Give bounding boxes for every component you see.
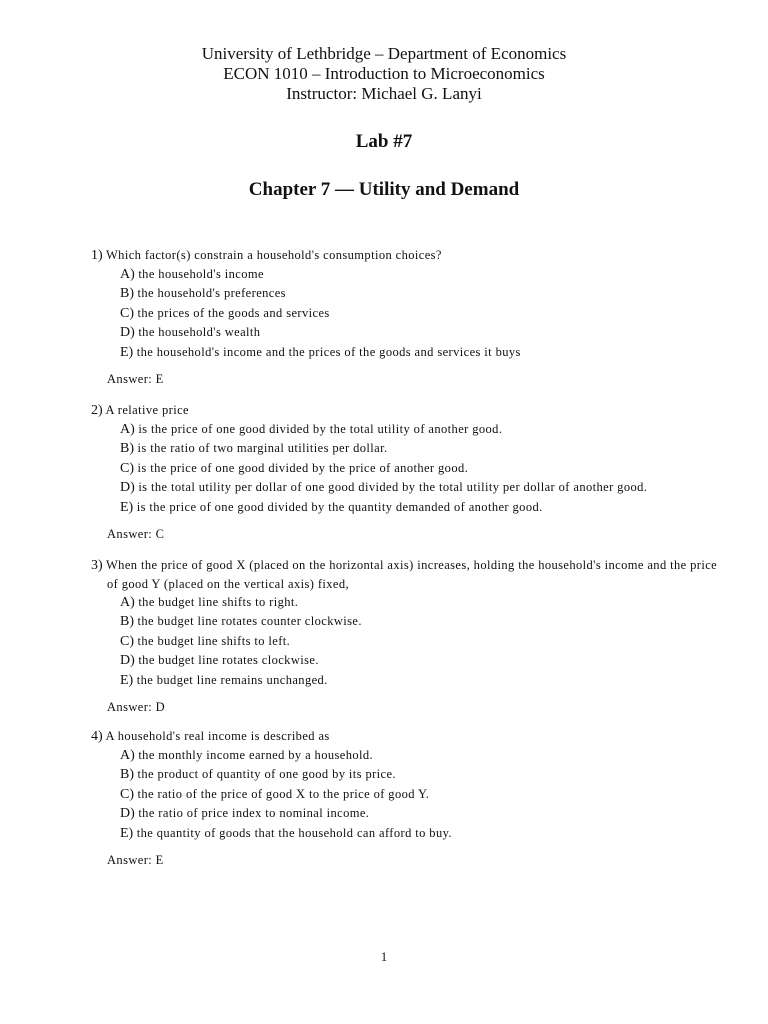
option-text: is the price of one good divided by the quantity demanded of another good. [136,499,543,514]
option-c [120,459,731,478]
question-text: A household's real income is described as [105,729,330,743]
chapter-title: Chapter 7 — Utility and Demand [248,179,520,200]
option-text: the household's preferences [137,286,286,301]
option-text: the prices of the goods and services [137,305,330,320]
option-d [120,478,731,497]
option-text: the quantity of goods that the household can afford to buy. [136,825,452,840]
option-b [120,765,731,784]
option-a [120,593,731,612]
option-letter: A) [120,422,135,437]
instructor-line: Instructor: Michael G. Lanyi [286,84,482,103]
option-letter: D) [120,653,135,669]
university-line: University of Lethbridge – Department of Economics [201,44,567,63]
question-stem [91,556,731,593]
lab-title: Lab #7 [355,131,413,152]
option-letter: B) [120,614,134,630]
answer-line: Answer: E [107,372,164,387]
option-text: is the price of one good divided by the price of another good. [137,460,469,475]
option-letter: C) [120,460,134,476]
question-1 [91,246,731,388]
option-text: the ratio of price index to nominal income. [138,806,370,821]
question-stem [91,401,731,420]
option-letter: E) [120,825,134,841]
option-text: the household's wealth [138,325,261,340]
option-b [120,612,731,631]
option-letter: D) [120,480,135,496]
option-text: is the price of one good divided by the total utility of another good. [138,422,503,436]
question-number: 2) [91,403,103,418]
option-letter: A) [120,595,135,610]
page-number: 1 [380,950,388,964]
option-c [120,304,731,323]
option-text: the household's income [138,267,264,281]
option-d [120,323,731,342]
option-c [120,785,731,804]
option-e [120,824,731,843]
option-a [120,265,731,284]
option-text: is the total utility per dollar of one good divided by the total utility per dollar of another good. [138,480,648,495]
option-letter: B) [120,441,134,457]
option-text: the budget line shifts to right. [138,595,299,609]
question-2 [91,401,731,543]
option-text: the ratio of the price of good X to the price of good Y. [137,786,430,801]
option-e [120,671,731,690]
question-text: Which factor(s) constrain a household's consumption choices? [105,248,442,262]
option-letter: E) [120,344,134,360]
question-number: 4) [91,729,103,744]
question-text: When the price of good X (placed on the horizontal axis) increases, holding the household's income and the price of good Y (placed on the vertical axis) fixed, [105,558,718,591]
option-d [120,804,731,823]
course-header [0,44,768,104]
option-b [120,439,731,458]
question-4 [91,727,731,869]
question-stem [91,246,731,265]
question-stem [91,727,731,746]
option-letter: A) [120,748,135,763]
option-text: the household's income and the prices of the goods and services it buys [136,344,521,359]
option-letter: D) [120,806,135,822]
option-text: the monthly income earned by a household. [138,748,374,762]
question-text: A relative price [105,403,189,417]
option-a [120,746,731,765]
course-line: ECON 1010 – Introduction to Microeconomics [223,64,545,83]
option-letter: D) [120,325,135,341]
option-e [120,343,731,362]
option-letter: C) [120,305,134,321]
answer-line: Answer: C [107,527,165,542]
option-letter: E) [120,672,134,688]
option-text: the budget line remains unchanged. [136,672,328,687]
option-letter: B) [120,767,134,783]
option-text: the budget line rotates counter clockwise. [137,614,362,629]
option-letter: B) [120,286,134,302]
option-e [120,498,731,517]
option-text: the budget line rotates clockwise. [138,653,319,668]
option-text: is the ratio of two marginal utilities per dollar. [137,441,388,456]
option-text: the budget line shifts to left. [137,633,291,648]
option-a [120,420,731,439]
option-d [120,651,731,670]
option-b [120,284,731,303]
question-number: 1) [91,248,103,263]
option-text: the product of quantity of one good by its price. [137,767,396,782]
option-letter: C) [120,786,134,802]
question-number: 3) [91,558,103,573]
question-3 [91,556,731,716]
answer-line: Answer: E [107,853,164,868]
option-letter: A) [120,267,135,282]
option-letter: C) [120,633,134,649]
answer-line: Answer: D [107,700,166,715]
option-c [120,632,731,651]
option-letter: E) [120,499,134,515]
